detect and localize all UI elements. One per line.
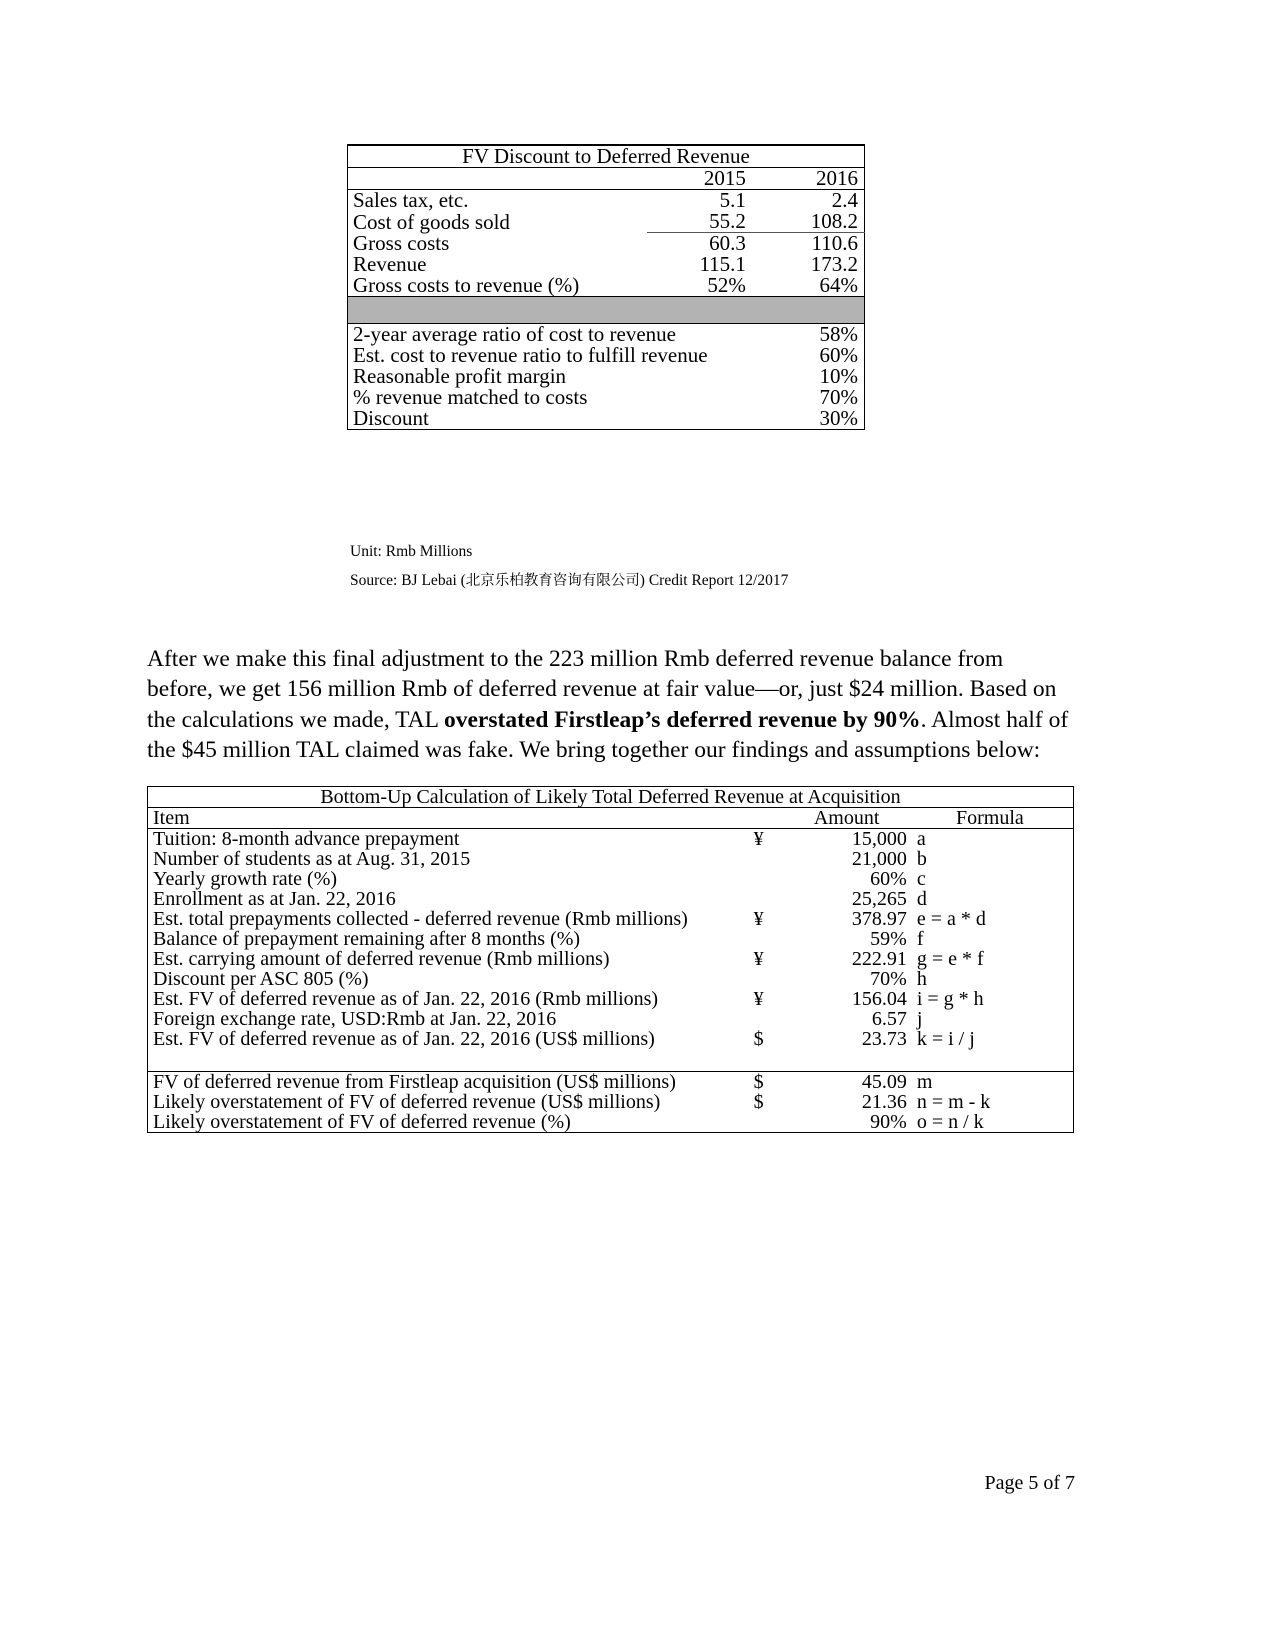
table2-col-item: Item xyxy=(148,808,731,829)
table-row xyxy=(148,989,1074,1009)
row-formula: c xyxy=(916,868,926,890)
row-value: 10% xyxy=(819,364,858,388)
table-row xyxy=(148,1092,1074,1112)
table2-header-row xyxy=(148,808,1074,829)
source-chinese-name: 北京乐柏教育咨询有限公司 xyxy=(465,573,640,589)
row-item: Foreign exchange rate, USD:Rmb at Jan. 22, 2016 xyxy=(153,1008,557,1030)
table1-col-2016: 2016 xyxy=(756,168,865,190)
row-amount: 21,000 xyxy=(851,848,907,870)
row-2016: 108.2 xyxy=(810,209,858,233)
row-formula: g = e * f xyxy=(916,948,984,970)
fv-discount-table xyxy=(347,144,865,430)
table-row xyxy=(148,909,1074,929)
row-value: 58% xyxy=(819,322,858,346)
row-label: Gross costs to revenue (%) xyxy=(353,273,580,297)
table-row xyxy=(348,211,865,233)
row-amount: 70% xyxy=(870,968,907,990)
table-row xyxy=(148,889,1074,909)
row-2015: 115.1 xyxy=(699,252,746,276)
row-item: Likely overstatement of FV of deferred revenue (%) xyxy=(153,1111,571,1133)
row-2015: 55.2 xyxy=(709,209,746,233)
row-formula: d xyxy=(916,888,927,910)
table2-spacer-row xyxy=(148,1049,1074,1072)
row-item: Est. total prepayments collected - deferred revenue (Rmb millions) xyxy=(153,908,688,930)
bottom-up-calculation-table xyxy=(147,786,1074,1133)
row-amount: 59% xyxy=(870,928,907,950)
row-label: Est. cost to revenue ratio to fulfill revenue xyxy=(353,343,708,367)
row-formula: n = m - k xyxy=(916,1091,991,1113)
table1-source-note xyxy=(350,569,788,590)
row-value: 60% xyxy=(819,343,858,367)
row-label: Revenue xyxy=(353,252,427,276)
row-amount: 90% xyxy=(870,1111,907,1133)
table-row xyxy=(348,254,865,275)
row-currency xyxy=(731,889,787,909)
row-formula: j xyxy=(916,1008,923,1030)
row-2016: 173.2 xyxy=(810,252,858,276)
table2-col-amount: Amount xyxy=(786,808,906,829)
row-2015: 52% xyxy=(707,273,746,297)
row-formula: i = g * h xyxy=(916,988,984,1010)
row-amount: 23.73 xyxy=(861,1028,907,1050)
source-prefix: Source: BJ Lebai ( xyxy=(350,572,466,589)
row-currency xyxy=(731,1009,787,1029)
table1-col-blank xyxy=(348,168,648,190)
table-row xyxy=(148,969,1074,989)
row-item: Est. FV of deferred revenue as of Jan. 22, 2016 (Rmb millions) xyxy=(153,988,659,1010)
row-item: Likely overstatement of FV of deferred revenue (US$ millions) xyxy=(153,1091,661,1113)
table-row xyxy=(348,366,865,387)
row-label: Cost of goods sold xyxy=(353,209,510,234)
row-amount: 156.04 xyxy=(851,988,907,1010)
table-row xyxy=(348,408,865,430)
row-item: Yearly growth rate (%) xyxy=(153,868,338,890)
row-value: 30% xyxy=(819,406,858,430)
row-formula: o = n / k xyxy=(916,1111,984,1133)
table-row xyxy=(148,829,1074,850)
row-currency: $ xyxy=(753,1028,764,1050)
row-label: Reasonable profit margin xyxy=(353,364,567,388)
row-amount: 25,265 xyxy=(851,888,907,910)
page-footer: Page 5 of 7 xyxy=(984,1472,1075,1494)
row-item: Number of students as at Aug. 31, 2015 xyxy=(153,848,471,870)
row-label: Sales tax, etc. xyxy=(353,188,469,212)
row-2016: 64% xyxy=(819,273,858,297)
table-row xyxy=(148,1072,1074,1093)
row-value: 70% xyxy=(819,385,858,409)
row-amount: 15,000 xyxy=(851,828,907,850)
row-currency: ¥ xyxy=(753,988,764,1010)
row-amount: 378.97 xyxy=(851,908,907,930)
row-2016: 110.6 xyxy=(756,233,865,255)
row-formula: h xyxy=(916,968,927,990)
row-amount: 45.09 xyxy=(786,1072,906,1093)
row-currency: ¥ xyxy=(753,948,764,970)
row-currency xyxy=(731,929,787,949)
table-row xyxy=(148,929,1074,949)
table-row xyxy=(148,849,1074,869)
table1-header-row xyxy=(348,168,865,190)
table-row xyxy=(348,190,865,212)
table-row xyxy=(148,1112,1074,1133)
row-formula: f xyxy=(916,928,924,950)
row-amount: 60% xyxy=(870,868,907,890)
table-row xyxy=(348,387,865,408)
row-item: Enrollment as at Jan. 22, 2016 xyxy=(153,888,396,910)
table-row xyxy=(148,869,1074,889)
row-currency: $ xyxy=(731,1072,787,1093)
row-formula: k = i / j xyxy=(916,1028,975,1050)
row-item: Discount per ASC 805 (%) xyxy=(153,968,369,990)
row-formula: a xyxy=(916,828,926,850)
row-currency xyxy=(731,1112,787,1133)
row-item: Est. FV of deferred revenue as of Jan. 22, 2016 (US$ millions) xyxy=(153,1028,655,1050)
table2-title: Bottom-Up Calculation of Likely Total Deferred Revenue at Acquisition xyxy=(148,787,1074,808)
row-item: Est. carrying amount of deferred revenue (Rmb millions) xyxy=(153,948,610,970)
table1-separator-band xyxy=(348,297,865,324)
row-currency: $ xyxy=(753,1091,764,1113)
table1-col-2015: 2015 xyxy=(647,168,756,190)
table-row xyxy=(348,345,865,366)
row-label: Gross costs xyxy=(353,231,450,255)
paragraph-part-2: . Almost half of the $45 million TAL claimed was fake. We bring together our findings and assumptions below: xyxy=(147,706,1069,764)
row-item: Tuition: 8-month advance prepayment xyxy=(153,828,460,850)
row-amount: 21.36 xyxy=(861,1091,907,1113)
table-row xyxy=(148,1029,1074,1049)
table1-unit-note: Unit: Rmb Millions xyxy=(350,543,473,560)
row-currency xyxy=(731,869,787,889)
paragraph-part-1: After we make this final adjustment to the 223 million Rmb deferred revenue balance from before, we get 156 million Rmb of deferred revenue at fair value—or, just $24 million. Based on the calculations we made, TAL xyxy=(147,645,1057,733)
table2-title-row xyxy=(148,787,1074,808)
row-amount: 6.57 xyxy=(871,1008,907,1030)
row-amount: 222.91 xyxy=(851,948,907,970)
row-label: % revenue matched to costs xyxy=(353,385,588,409)
row-2015: 5.1 xyxy=(719,188,746,212)
source-suffix: ) Credit Report 12/2017 xyxy=(639,572,789,589)
body-paragraph xyxy=(147,644,1074,766)
row-item: FV of deferred revenue from Firstleap acquisition (US$ millions) xyxy=(148,1072,731,1093)
table1-title: FV Discount to Deferred Revenue xyxy=(348,145,865,168)
row-currency xyxy=(731,849,787,869)
table-row xyxy=(348,233,865,255)
table-row xyxy=(348,275,865,297)
row-formula: e = a * d xyxy=(916,908,986,930)
row-2015: 60.3 xyxy=(647,233,756,255)
table2-col-formula: Formula xyxy=(907,808,1074,829)
row-formula: b xyxy=(916,848,927,870)
paragraph-bold-claim: overstated Firstleap’s deferred revenue by 90% xyxy=(444,706,921,733)
table-row xyxy=(348,324,865,346)
row-currency xyxy=(731,969,787,989)
row-currency: ¥ xyxy=(753,828,764,850)
table-row xyxy=(148,949,1074,969)
row-label: Discount xyxy=(353,406,429,430)
row-2016: 2.4 xyxy=(831,188,858,212)
table-row xyxy=(148,1009,1074,1029)
table1-title-row xyxy=(348,145,865,168)
row-formula: m xyxy=(907,1072,1074,1093)
row-currency: ¥ xyxy=(753,908,764,930)
row-item: Balance of prepayment remaining after 8 months (%) xyxy=(153,928,581,950)
row-label: 2-year average ratio of cost to revenue xyxy=(353,322,676,346)
